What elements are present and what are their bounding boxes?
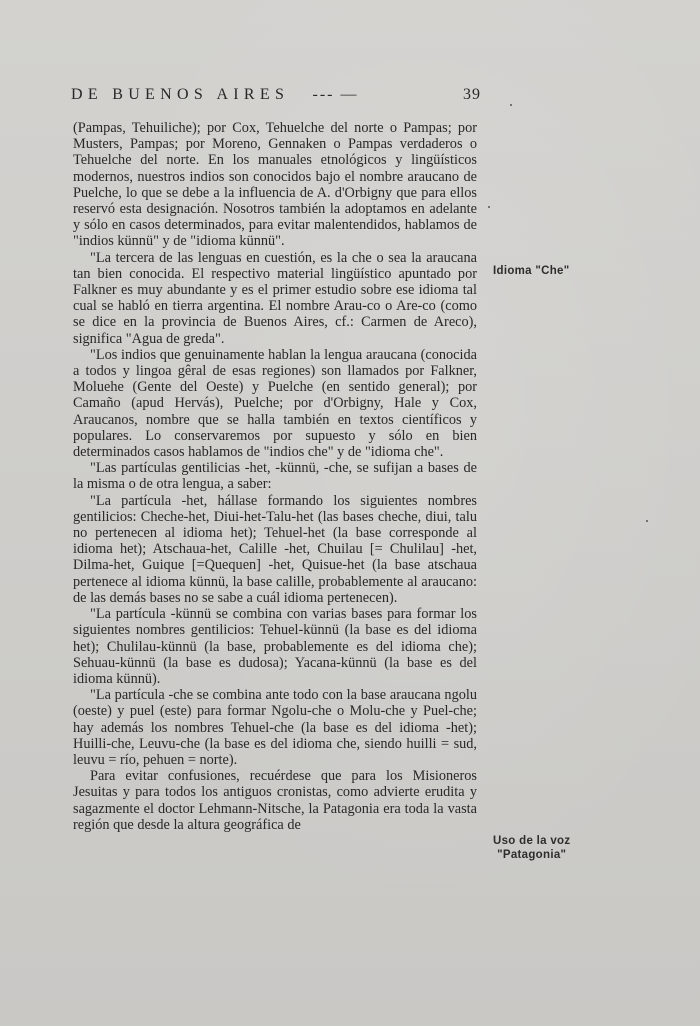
paper-speck: [510, 104, 512, 106]
paragraph: "La partícula -künnü se combina con varias bases para formar los siguientes nombres gentilicios: Tehuel-künnü (la base es del idioma het); Chulilau-künnü (la base, probablemente es del idioma che); Sehuau-künnü (la base es dudosa); Yacana-künnü (la base es del idioma künnü).: [73, 606, 477, 687]
margin-note-idioma-che: Idioma "Che": [493, 265, 570, 277]
running-header: [71, 86, 481, 104]
paper-speck: [488, 206, 490, 208]
margin-note-line: "Patagonia": [497, 849, 567, 861]
paper-speck: [646, 520, 648, 522]
page-number: 39: [463, 86, 481, 103]
paragraph: "La tercera de las lenguas en cuestión, es la che o sea la araucana tan bien conocida. El respectivo material lingüístico apuntado por Falkner es muy abundante y es el primer estudio sobre ese idioma tal cual se habló en tierra argentina. El nombre Arau-co o Are-co (como se dice en la provincia de Buenos Aires, cf.: Carmen de Areco), significa "Agua de greda".: [73, 249, 477, 347]
paragraph: "Las partículas gentilicias -het, -künnü, -che, se sufijan a bases de la misma o de otra lengua, a saber:: [73, 460, 477, 493]
paragraph: "La partícula -che se combina ante todo con la base araucana ngolu (oeste) y puel (este) para formar Ngolu-che o Molu-che y Puel-che; hay además los nombres Tehuel-che (la base es del idioma -het); Huilli-che, Leuvu-che (la base es del idioma che, siendo huilli = sud, leuvu = río, pehuen = norte).: [73, 687, 477, 768]
paragraph: Para evitar confusiones, recuérdese que para los Misioneros Jesuitas y para todos los antiguos cronistas, como advierte erudita y sagazmente el doctor Lehmann-Nitsche, la Patagonia era toda la vasta región que desde la altura geográfica de: [73, 768, 477, 833]
paragraph: (Pampas, Tehuiliche); por Cox, Tehuelche del norte o Pampas; por Musters, Pampas; por Moreno, Gennaken o Pampas verdaderos o Tehuelche del norte. En los manuales etnológicos y lingüísticos modernos, nuestros indios son conocidos bajo el nombre araucano de Puelche, lo que se debe a la influencia de A. d'Orbigny que para ellos reservó esta designación. Nosotros también la adoptamos en adelante y sólo en casos determinados, para evitar malentendidos, hablamos de "indios künnü" y de "idioma künnü".: [73, 120, 477, 250]
margin-note-patagonia: [493, 834, 570, 862]
margin-note-line: Uso de la voz: [493, 835, 571, 847]
paragraph: "Los indios que genuinamente hablan la lengua araucana (conocida a todos y lingoa gêral de esas regiones) son llamados por Falkner, Moluehe (Gente del Oeste) y Puelche (en sentido general); por Camaño (apud Hervás), Puelche; por d'Orbigny, Hale y Cox, Araucanos, nombre que se halla también en textos científicos y populares. Lo conservaremos por supuesto y sólo en bien determinados casos hablamos de "indios che" y de "idioma che".: [73, 346, 477, 461]
paragraph: "La partícula -het, hállase formando los siguientes nombres gentilicios: Cheche-het, Diui-het-Talu-het (las bases cheche, diui, talu no pertenecen al idioma het); Tehuel-het (la base corresponde al idioma het); Atschaua-het, Calille -het, Chuilau [= Chulilau] -het, Dilma-het, Guique [=Quequen] -het, Quisue-het (la base atschaua pertenece al idioma künnü, la base calille, probablemente al araucano: de las demás bases no se sabe a cuál idioma pertenecen).: [73, 492, 477, 606]
header-dash: --- —: [312, 86, 359, 103]
body-text: [73, 120, 477, 833]
running-title: DE BUENOS AIRES: [71, 86, 290, 103]
